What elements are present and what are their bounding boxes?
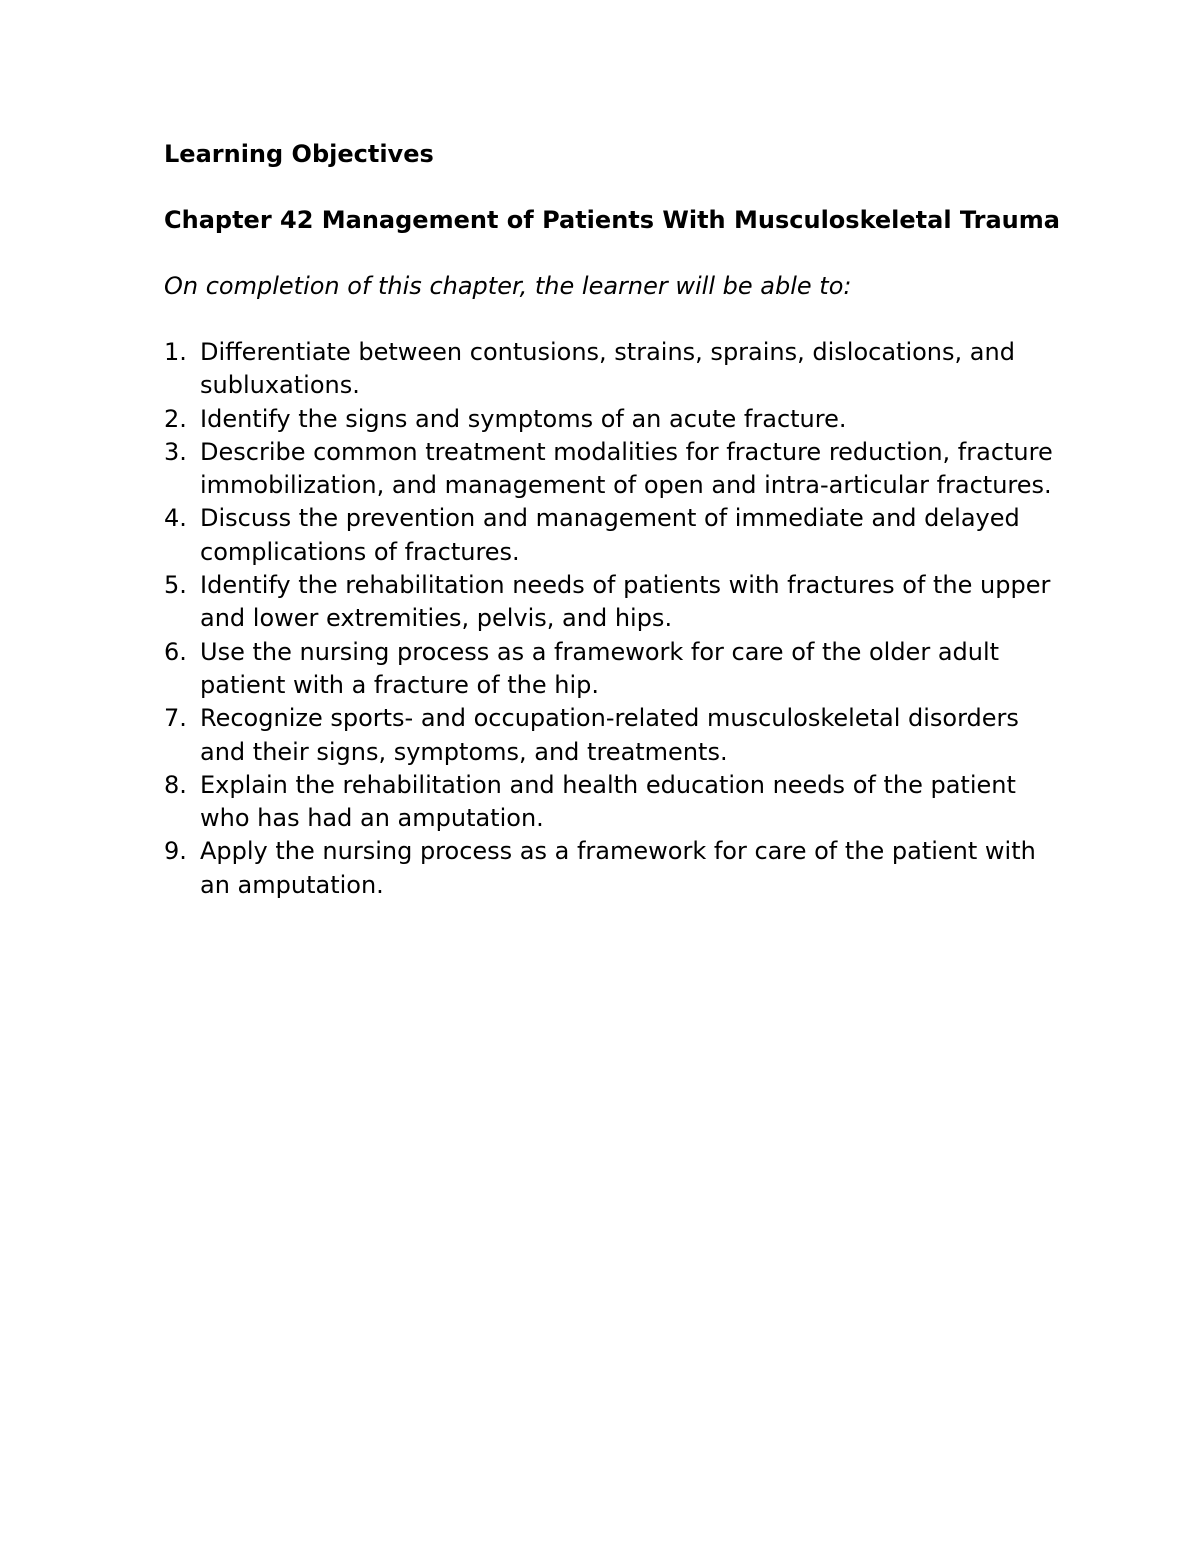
item-text: Discuss the prevention and management of immediate and delayed complications of fractures. — [200, 504, 1020, 566]
page-heading: Learning Objectives — [164, 140, 434, 168]
list-item — [164, 436, 1064, 503]
list-item — [164, 336, 1064, 403]
item-text: Differentiate between contusions, strains, sprains, dislocations, and subluxations. — [200, 338, 1015, 400]
item-number: 6. — [164, 637, 187, 666]
item-number: 3. — [164, 437, 187, 466]
item-number: 8. — [164, 770, 187, 799]
objectives-list — [164, 336, 1064, 902]
item-number: 7. — [164, 704, 187, 733]
item-text: Apply the nursing process as a framework for care of the patient with an amputation. — [200, 837, 1036, 899]
item-text: Describe common treatment modalities for fracture reduction, fracture immobilization, and management of open and intra-articular fractures. — [200, 437, 1053, 500]
item-text: Use the nursing process as a framework for care of the older adult patient with a fracture of the hip. — [200, 637, 1000, 699]
list-item — [164, 569, 1064, 636]
item-text: Recognize sports- and occupation-related musculoskeletal disorders and their signs, symptoms, and treatments. — [200, 704, 1019, 766]
item-text: Explain the rehabilitation and health education needs of the patient who has had an amputation. — [200, 770, 1016, 833]
list-item — [164, 502, 1064, 569]
item-number: 2. — [164, 404, 187, 433]
item-number: 4. — [164, 504, 187, 533]
chapter-title: Chapter 42 Management of Patients With Musculoskeletal Trauma — [164, 206, 1060, 234]
list-item — [164, 403, 1064, 436]
item-number: 1. — [164, 338, 187, 366]
item-text: Identify the rehabilitation needs of patients with fractures of the upper and lower extremities, pelvis, and hips. — [200, 571, 1051, 633]
item-text: Identify the signs and symptoms of an acute fracture. — [200, 404, 847, 433]
list-item — [164, 769, 1064, 836]
item-number: 9. — [164, 837, 187, 866]
list-item — [164, 835, 1064, 902]
intro-text: On completion of this chapter, the learner will be able to: — [164, 272, 852, 300]
list-item — [164, 636, 1064, 703]
document-page — [164, 138, 1064, 902]
list-item — [164, 702, 1064, 769]
item-number: 5. — [164, 571, 187, 600]
